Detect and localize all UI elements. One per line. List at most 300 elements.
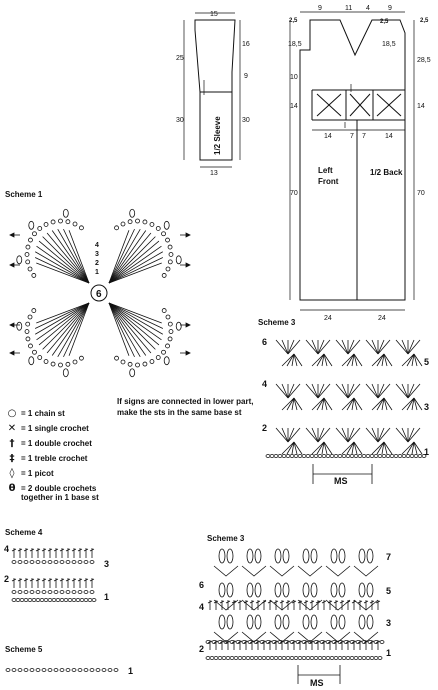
fan-stitch bbox=[288, 340, 294, 354]
chain-stitch bbox=[250, 657, 254, 660]
s4-row-1: 1 bbox=[104, 592, 110, 602]
chain-stitch bbox=[310, 657, 314, 660]
chain-stitch bbox=[314, 657, 318, 660]
motif-chain bbox=[38, 226, 42, 230]
fan-stitch bbox=[342, 340, 348, 354]
chain-arc bbox=[242, 566, 266, 576]
body-dim-top-d: 9 bbox=[388, 5, 392, 12]
chain-stitch bbox=[382, 455, 386, 458]
cluster-stitch bbox=[247, 615, 253, 629]
chain-stitch bbox=[414, 455, 418, 458]
body-dim-top-b: 11 bbox=[345, 5, 353, 12]
chain-stitch bbox=[42, 591, 46, 594]
motif-picot bbox=[164, 357, 169, 365]
cluster-stitch bbox=[303, 615, 309, 629]
chain-stitch bbox=[90, 669, 94, 672]
fan-stitch bbox=[348, 384, 360, 398]
scheme3-bottom-title: Scheme 3 bbox=[207, 534, 245, 543]
chain-stitch bbox=[310, 455, 314, 458]
s4-row-3: 3 bbox=[104, 559, 110, 569]
chain-stitch bbox=[350, 657, 354, 660]
motif-chain bbox=[150, 222, 154, 226]
body-dim-left-a: 18,5 bbox=[288, 41, 302, 48]
body-dim-band-d: 14 bbox=[385, 133, 393, 140]
cluster-stitch bbox=[275, 615, 281, 629]
chain-stitch bbox=[278, 657, 282, 660]
motif-chain bbox=[156, 226, 160, 230]
fan-stitch bbox=[336, 340, 348, 354]
motif-chain bbox=[156, 356, 160, 360]
body-dim-right-c: 70 bbox=[417, 190, 425, 197]
chain-stitch bbox=[20, 599, 24, 602]
arrow-icon bbox=[186, 351, 190, 355]
fan-stitch bbox=[402, 428, 408, 442]
chain-stitch bbox=[374, 657, 378, 660]
chain-stitch bbox=[378, 657, 382, 660]
cluster-stitch bbox=[331, 583, 337, 597]
fan-stitch bbox=[378, 340, 390, 354]
chain-icon: ○ bbox=[7, 408, 17, 419]
body-dim-right-a: 28,5 bbox=[417, 57, 431, 64]
chain-stitch bbox=[108, 669, 112, 672]
arrow-icon bbox=[10, 351, 14, 355]
fan-stitch bbox=[288, 428, 294, 442]
fan-stitch bbox=[318, 384, 324, 398]
motif-chain bbox=[168, 322, 172, 326]
cluster-stitch bbox=[227, 583, 233, 597]
chain-stitch bbox=[370, 455, 374, 458]
cluster-stitch bbox=[255, 549, 261, 563]
cluster-stitch bbox=[227, 549, 233, 563]
chain-stitch bbox=[330, 657, 334, 660]
sleeve-dim-right-lower: 30 bbox=[242, 117, 250, 124]
chain-stitch bbox=[84, 669, 88, 672]
chain-stitch bbox=[346, 455, 350, 458]
scheme3-top-title: Scheme 3 bbox=[258, 318, 296, 327]
chain-stitch bbox=[78, 591, 82, 594]
s4-row-2: 2 bbox=[4, 574, 10, 584]
body-dim-neck-small: 2,5 bbox=[380, 19, 389, 25]
fan-stitch bbox=[408, 340, 420, 354]
chain-stitch bbox=[290, 455, 294, 458]
fan-stitch bbox=[288, 340, 300, 354]
cluster-stitch bbox=[359, 615, 365, 629]
fan-stitch bbox=[276, 340, 288, 354]
motif-chain bbox=[121, 222, 125, 226]
fan-stitch bbox=[348, 340, 360, 354]
motif-picot bbox=[29, 357, 34, 365]
cluster-stitch bbox=[255, 583, 261, 597]
motif-chain bbox=[121, 360, 125, 364]
scheme1-center-label: 6 bbox=[96, 289, 102, 300]
chain-stitch bbox=[258, 657, 262, 660]
chain-arc bbox=[298, 566, 322, 576]
s3b-row-1: 1 bbox=[386, 648, 392, 658]
chain-stitch bbox=[66, 669, 70, 672]
chain-stitch bbox=[96, 669, 100, 672]
cluster-stitch bbox=[303, 549, 309, 563]
body-dim-top-c: 4 bbox=[366, 5, 370, 12]
scheme1-round-2: 2 bbox=[95, 260, 99, 267]
sleeve-schematic bbox=[184, 13, 240, 167]
chain-stitch bbox=[270, 657, 274, 660]
motif-chain bbox=[79, 356, 83, 360]
chain-stitch bbox=[18, 591, 22, 594]
chain-stitch bbox=[246, 657, 250, 660]
arrow-icon bbox=[10, 263, 14, 267]
motif-chain bbox=[168, 260, 172, 264]
chain-stitch bbox=[40, 599, 44, 602]
s4-row-4: 4 bbox=[4, 544, 10, 554]
fan-stitch bbox=[408, 428, 420, 442]
chain-stitch bbox=[30, 561, 34, 564]
chain-stitch bbox=[72, 591, 76, 594]
chain-stitch bbox=[390, 455, 394, 458]
chain-arc bbox=[354, 566, 378, 576]
treble-crochet-icon: ‡ bbox=[9, 453, 15, 464]
chain-stitch bbox=[410, 455, 414, 458]
chain-stitch bbox=[306, 657, 310, 660]
chain-stitch bbox=[24, 561, 28, 564]
s3b-row-2: 2 bbox=[199, 644, 205, 654]
chain-stitch bbox=[24, 599, 28, 602]
s3a-row-2: 2 bbox=[262, 423, 268, 433]
chain-stitch bbox=[254, 657, 258, 660]
chain-stitch bbox=[238, 657, 242, 660]
chain-stitch bbox=[270, 455, 274, 458]
fan-stitch bbox=[366, 384, 378, 398]
motif-chain bbox=[32, 309, 36, 313]
front-label: Left Front bbox=[318, 166, 339, 186]
chain-stitch bbox=[114, 669, 118, 672]
scheme1-round-3: 3 bbox=[95, 251, 99, 258]
chain-stitch bbox=[210, 657, 214, 660]
cluster-stitch bbox=[227, 615, 233, 629]
motif-picot bbox=[130, 369, 135, 377]
back-label: 1/2 Back bbox=[370, 168, 403, 177]
legend-row: ◊ = 1 picot bbox=[5, 468, 145, 483]
motif-chain bbox=[79, 226, 83, 230]
chain-arc bbox=[326, 566, 350, 576]
motif-chain bbox=[169, 330, 173, 334]
legend-row: θ = 2 double crochets together in 1 base st bbox=[5, 483, 145, 507]
motif-picot bbox=[176, 322, 181, 330]
sleeve-dim-bottom: 13 bbox=[210, 170, 218, 177]
chain-stitch bbox=[72, 561, 76, 564]
motif-chain bbox=[136, 219, 140, 223]
body-dim-neck-a: 18,5 bbox=[382, 41, 396, 48]
fan-stitch bbox=[342, 428, 348, 442]
chain-stitch bbox=[32, 599, 36, 602]
motif-chain bbox=[51, 220, 55, 224]
fan-stitch bbox=[288, 428, 300, 442]
arrow-icon bbox=[10, 323, 14, 327]
s3b-row-4: 4 bbox=[199, 602, 205, 612]
cluster-stitch bbox=[219, 549, 225, 563]
cluster-stitch bbox=[359, 549, 365, 563]
chain-stitch bbox=[36, 561, 40, 564]
motif-chain bbox=[128, 220, 132, 224]
chain-stitch bbox=[30, 591, 34, 594]
chain-arc bbox=[270, 566, 294, 576]
chain-stitch bbox=[418, 455, 422, 458]
fan-stitch bbox=[282, 340, 288, 354]
chain-stitch bbox=[54, 561, 58, 564]
motif-picot bbox=[63, 369, 68, 377]
chain-stitch bbox=[326, 455, 330, 458]
motif-chain bbox=[28, 267, 32, 271]
motif-chain bbox=[166, 238, 170, 242]
cluster-stitch bbox=[219, 583, 225, 597]
cluster-stitch bbox=[283, 615, 289, 629]
cluster-stitch bbox=[367, 583, 373, 597]
chain-stitch bbox=[262, 657, 266, 660]
body-dim-band-a: 14 bbox=[324, 133, 332, 140]
scheme3-bottom-grid bbox=[206, 549, 384, 660]
body-dim-left-c: 14 bbox=[290, 103, 298, 110]
motif-chain bbox=[32, 273, 36, 277]
scheme1-title: Scheme 1 bbox=[5, 190, 43, 199]
chain-stitch bbox=[88, 599, 92, 602]
motif-chain bbox=[115, 226, 119, 230]
body-dim-top-a: 9 bbox=[318, 5, 322, 12]
chain-stitch bbox=[266, 657, 270, 660]
legend-row: ✕ = 1 single crochet bbox=[5, 423, 145, 438]
chain-stitch bbox=[334, 657, 338, 660]
chain-stitch bbox=[30, 669, 34, 672]
fan-stitch bbox=[402, 340, 408, 354]
chain-stitch bbox=[52, 599, 56, 602]
cluster-stitch bbox=[275, 583, 281, 597]
chain-stitch bbox=[402, 455, 406, 458]
chain-stitch bbox=[282, 455, 286, 458]
fan-stitch bbox=[378, 384, 390, 398]
body-schematic bbox=[290, 12, 414, 310]
chain-stitch bbox=[6, 669, 10, 672]
motif-chain bbox=[73, 360, 77, 364]
cluster-stitch bbox=[303, 583, 309, 597]
stitch-legend bbox=[5, 408, 145, 507]
chain-stitch bbox=[302, 657, 306, 660]
s5-row-1: 1 bbox=[128, 666, 134, 676]
arrow-icon bbox=[10, 233, 14, 237]
fan-stitch bbox=[288, 384, 300, 398]
arrow-icon bbox=[186, 233, 190, 237]
chain-stitch bbox=[274, 657, 278, 660]
body-dim-left-d: 70 bbox=[290, 190, 298, 197]
motif-chain bbox=[166, 267, 170, 271]
fan-stitch bbox=[318, 428, 324, 442]
chain-stitch bbox=[48, 561, 52, 564]
double-crochet-icon: † bbox=[9, 438, 15, 449]
chain-stitch bbox=[84, 591, 88, 594]
fan-stitch bbox=[366, 428, 378, 442]
legend-row: † = 1 double crochet bbox=[5, 438, 145, 453]
cluster-stitch bbox=[311, 549, 317, 563]
motif-chain bbox=[28, 344, 32, 348]
motif-picot bbox=[17, 256, 22, 264]
motif-chain bbox=[38, 356, 42, 360]
body-dim-band-b: 7 bbox=[350, 133, 354, 140]
motif-chain bbox=[162, 273, 166, 277]
fan-stitch bbox=[408, 384, 420, 398]
motif-chain bbox=[162, 309, 166, 313]
chain-stitch bbox=[366, 657, 370, 660]
chain-stitch bbox=[362, 455, 366, 458]
fan-stitch bbox=[372, 384, 378, 398]
cluster-stitch bbox=[283, 583, 289, 597]
motif-picot bbox=[164, 221, 169, 229]
fan-stitch bbox=[318, 340, 330, 354]
cluster-stitch bbox=[359, 583, 365, 597]
motif-chain bbox=[58, 219, 62, 223]
motif-chain bbox=[44, 222, 48, 226]
chain-stitch bbox=[72, 599, 76, 602]
chain-stitch bbox=[18, 669, 22, 672]
chain-stitch bbox=[54, 669, 58, 672]
motif-chain bbox=[66, 220, 70, 224]
fan-stitch bbox=[288, 384, 294, 398]
sleeve-label: 1/2 Sleeve bbox=[213, 116, 222, 155]
fan-stitch bbox=[276, 384, 288, 398]
chain-stitch bbox=[54, 591, 58, 594]
motif-chain bbox=[28, 238, 32, 242]
sleeve-dim-top: 15 bbox=[210, 11, 218, 18]
s3a-repeat: MS bbox=[334, 476, 348, 486]
motif-chain bbox=[168, 337, 172, 341]
chain-stitch bbox=[60, 561, 64, 564]
chain-stitch bbox=[290, 657, 294, 660]
connected-signs-note: If signs are connected in lower part, make the sts in the same base st bbox=[117, 397, 254, 417]
fan-stitch bbox=[348, 428, 354, 442]
cluster-stitch bbox=[339, 615, 345, 629]
chain-stitch bbox=[80, 599, 84, 602]
chain-stitch bbox=[18, 561, 22, 564]
fan-stitch bbox=[378, 428, 390, 442]
scheme5-title: Scheme 5 bbox=[5, 645, 43, 654]
cluster-stitch bbox=[283, 549, 289, 563]
chain-stitch bbox=[28, 599, 32, 602]
chain-stitch bbox=[294, 455, 298, 458]
motif-chain bbox=[73, 222, 77, 226]
s3a-row-6: 6 bbox=[262, 337, 268, 347]
chain-stitch bbox=[294, 657, 298, 660]
motif-chain bbox=[26, 245, 30, 249]
chain-stitch bbox=[68, 599, 72, 602]
motif-chain bbox=[44, 360, 48, 364]
motif-chain bbox=[28, 315, 32, 319]
chain-stitch bbox=[36, 591, 40, 594]
chain-stitch bbox=[76, 599, 80, 602]
chain-stitch bbox=[366, 455, 370, 458]
chain-stitch bbox=[234, 657, 238, 660]
cluster-stitch bbox=[331, 549, 337, 563]
motif-picot bbox=[63, 209, 68, 217]
chain-stitch bbox=[350, 455, 354, 458]
cluster-stitch bbox=[331, 615, 337, 629]
sleeve-dim-left-upper: 25 bbox=[176, 55, 184, 62]
fan-stitch bbox=[378, 384, 384, 398]
s3a-row-4: 4 bbox=[262, 379, 268, 389]
chain-stitch bbox=[12, 561, 16, 564]
motif-chain bbox=[169, 252, 173, 256]
chain-stitch bbox=[362, 657, 366, 660]
cluster-stitch bbox=[311, 615, 317, 629]
cluster-stitch bbox=[367, 615, 373, 629]
chain-stitch bbox=[84, 561, 88, 564]
chain-stitch bbox=[78, 561, 82, 564]
chain-stitch bbox=[72, 669, 76, 672]
fan-stitch bbox=[348, 340, 354, 354]
chain-stitch bbox=[274, 455, 278, 458]
cluster-stitch bbox=[247, 583, 253, 597]
chain-stitch bbox=[12, 599, 16, 602]
body-dim-bottom-b: 24 bbox=[378, 315, 386, 322]
chain-stitch bbox=[90, 561, 94, 564]
chain-stitch bbox=[282, 657, 286, 660]
chain-stitch bbox=[354, 657, 358, 660]
motif-picot bbox=[29, 221, 34, 229]
chain-stitch bbox=[342, 657, 346, 660]
chain-stitch bbox=[60, 591, 64, 594]
fan-stitch bbox=[306, 428, 318, 442]
chain-stitch bbox=[24, 669, 28, 672]
chain-stitch bbox=[394, 455, 398, 458]
chain-stitch bbox=[338, 455, 342, 458]
chain-stitch bbox=[48, 591, 52, 594]
motif-chain bbox=[26, 322, 30, 326]
chain-stitch bbox=[56, 599, 60, 602]
chain-stitch bbox=[322, 657, 326, 660]
motif-chain bbox=[26, 337, 30, 341]
motif-chain bbox=[143, 362, 147, 366]
chain-stitch bbox=[378, 455, 382, 458]
chain-stitch bbox=[102, 669, 106, 672]
legend-row: ‡ = 1 treble crochet bbox=[5, 453, 145, 468]
fan-stitch bbox=[378, 340, 384, 354]
fan-stitch bbox=[366, 340, 378, 354]
chain-stitch bbox=[230, 657, 234, 660]
motif-chain bbox=[51, 362, 55, 366]
chain-stitch bbox=[36, 669, 40, 672]
chain-stitch bbox=[206, 657, 210, 660]
chain-stitch bbox=[306, 455, 310, 458]
chain-stitch bbox=[334, 455, 338, 458]
body-dim-band-c: 7 bbox=[362, 133, 366, 140]
motif-picot bbox=[176, 256, 181, 264]
body-dim-bottom-a: 24 bbox=[324, 315, 332, 322]
s3b-row-7: 7 bbox=[386, 552, 392, 562]
motif-chain bbox=[115, 356, 119, 360]
fan-stitch bbox=[282, 428, 288, 442]
s3a-row-3: 3 bbox=[424, 402, 430, 412]
chain-stitch bbox=[12, 669, 16, 672]
chain-stitch bbox=[42, 669, 46, 672]
motif-chain bbox=[25, 252, 29, 256]
chain-stitch bbox=[266, 455, 270, 458]
fan-stitch bbox=[306, 340, 318, 354]
fan-stitch bbox=[348, 384, 354, 398]
chain-stitch bbox=[286, 455, 290, 458]
fan-stitch bbox=[318, 384, 330, 398]
fan-stitch bbox=[318, 340, 324, 354]
fan-stitch bbox=[348, 428, 360, 442]
chain-stitch bbox=[92, 599, 96, 602]
chain-stitch bbox=[242, 657, 246, 660]
fan-stitch bbox=[378, 428, 384, 442]
chain-stitch bbox=[374, 455, 378, 458]
motif-chain bbox=[26, 260, 30, 264]
